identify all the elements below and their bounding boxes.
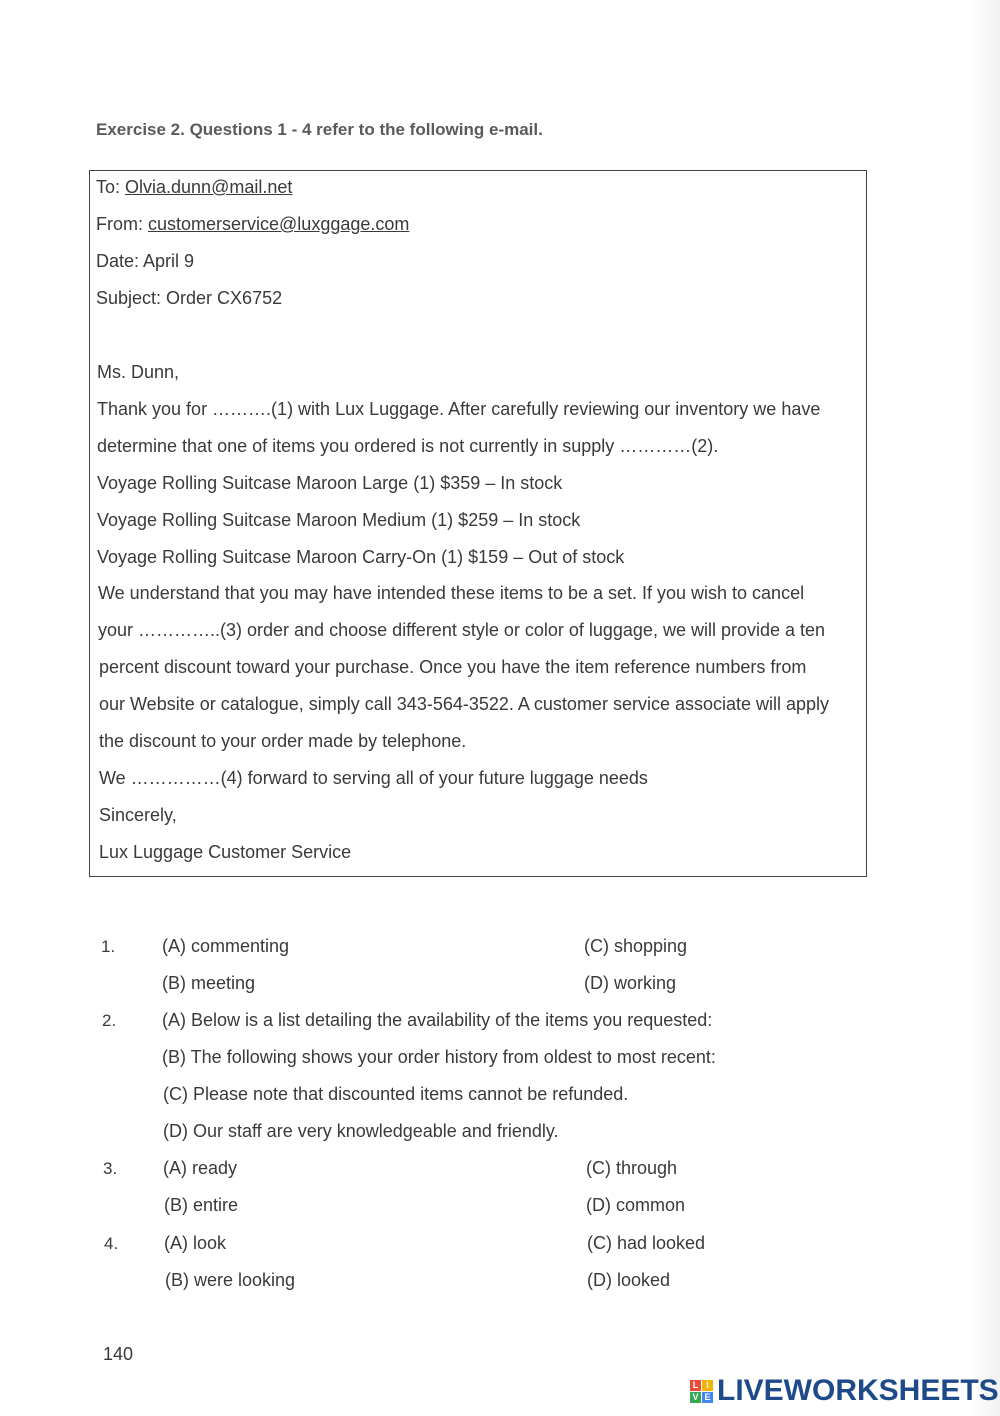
email-subject: Subject: Order CX6752 — [96, 288, 283, 308]
email-body-line: We ……………(4) forward to serving all of your future luggage needs — [99, 768, 648, 788]
q4-option-d[interactable]: (D) looked — [587, 1270, 671, 1290]
q4-option-b[interactable]: (B) were looking — [165, 1270, 296, 1290]
brand-text: LIVEWORKSHEETS — [717, 1374, 999, 1407]
question-number: 3. — [103, 1159, 118, 1178]
email-body-line: determine that one of items you ordered is not currently in supply …………(2). — [97, 436, 719, 456]
exercise-heading: Exercise 2. Questions 1 - 4 refer to the following e-mail. — [96, 120, 543, 139]
question-number: 2. — [102, 1011, 117, 1030]
email-date: Date: April 9 — [96, 251, 195, 271]
email-to-label: To: — [96, 177, 126, 197]
email-body-line: Sincerely, — [99, 805, 177, 825]
q2-option-c[interactable]: (C) Please note that discounted items cannot be refunded. — [163, 1084, 629, 1104]
logo-cell: E — [702, 1392, 713, 1403]
q1-option-b[interactable]: (B) meeting — [162, 973, 256, 993]
question-number: 4. — [104, 1234, 119, 1253]
q2-option-b[interactable]: (B) The following shows your order history from oldest to most recent: — [162, 1047, 716, 1067]
q3-option-a[interactable]: (A) ready — [163, 1158, 238, 1178]
email-body-line: Voyage Rolling Suitcase Maroon Carry-On (1) $159 – Out of stock — [97, 547, 625, 567]
email-body-line: Voyage Rolling Suitcase Maroon Medium (1) $259 – In stock — [97, 510, 581, 530]
liveworksheets-brand[interactable] — [690, 1374, 999, 1408]
liveworksheets-logo-icon — [690, 1380, 713, 1403]
email-body-line: our Website or catalogue, simply call 343-564-3522. A customer service associate will apply — [99, 694, 830, 714]
logo-cell: I — [702, 1380, 713, 1391]
email-to-link[interactable]: Olvia.dunn@mail.net — [125, 177, 293, 197]
logo-cell: L — [690, 1380, 701, 1391]
email-body-line: the discount to your order made by telephone. — [99, 731, 467, 751]
email-from-label: From: — [96, 214, 148, 234]
email-body-line: Ms. Dunn, — [97, 362, 180, 382]
q4-option-a[interactable]: (A) look — [164, 1233, 227, 1253]
question-number: 1. — [101, 937, 116, 956]
email-body-line: Lux Luggage Customer Service — [99, 842, 352, 862]
logo-cell: V — [690, 1392, 701, 1403]
q3-option-d[interactable]: (D) common — [586, 1195, 686, 1215]
email-body-line: We understand that you may have intended these items to be a set. If you wish to cancel — [98, 583, 805, 603]
email-body-line: Voyage Rolling Suitcase Maroon Large (1) $359 – In stock — [97, 473, 563, 493]
email-from-line — [96, 214, 409, 235]
q1-option-a[interactable]: (A) commenting — [162, 936, 290, 956]
email-to-line — [96, 177, 292, 198]
email-body-line: your …………..(3) order and choose different style or color of luggage, we will provide a ten — [98, 620, 826, 640]
page-number: 140 — [103, 1344, 134, 1364]
q3-option-c[interactable]: (C) through — [586, 1158, 678, 1178]
q3-option-b[interactable]: (B) entire — [164, 1195, 239, 1215]
page-edge — [970, 0, 1000, 1416]
email-from-link[interactable]: customerservice@luxggage.com — [148, 214, 410, 234]
q1-option-c[interactable]: (C) shopping — [584, 936, 688, 956]
q2-option-d[interactable]: (D) Our staff are very knowledgeable and friendly. — [163, 1121, 559, 1141]
email-body-line: Thank you for ……….(1) with Lux Luggage. After carefully reviewing our inventory we have — [97, 399, 821, 419]
email-body-line: percent discount toward your purchase. Once you have the item reference numbers from — [99, 657, 807, 677]
q2-option-a[interactable]: (A) Below is a list detailing the availability of the items you requested: — [162, 1010, 713, 1030]
q1-option-d[interactable]: (D) working — [584, 973, 677, 993]
q4-option-c[interactable]: (C) had looked — [587, 1233, 706, 1253]
